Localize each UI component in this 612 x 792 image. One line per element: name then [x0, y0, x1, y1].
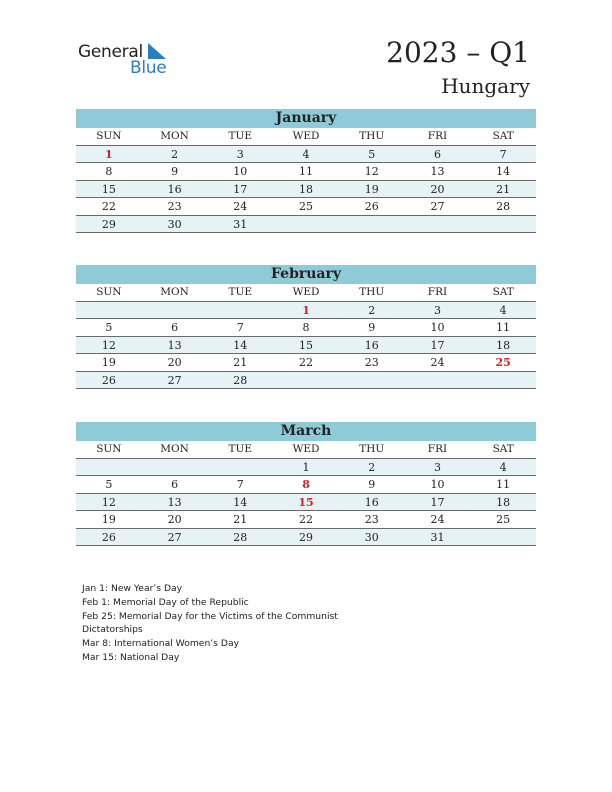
month-march [76, 422, 536, 546]
holiday-notes [82, 582, 362, 665]
weekday-label: SAT [492, 286, 514, 298]
weekday-label: TUE [228, 286, 253, 298]
day-cell: 27 [430, 200, 445, 213]
day-cell: 17 [430, 495, 445, 509]
weekday-label: SAT [492, 443, 514, 455]
day-cell: 31 [233, 217, 248, 231]
week-row [76, 354, 536, 372]
day-cell: 21 [496, 182, 511, 196]
week-row [76, 198, 536, 216]
day-cell: 31 [430, 530, 445, 544]
month-february [76, 265, 536, 389]
day-cell: 27 [167, 373, 182, 387]
day-cell: 16 [364, 338, 379, 352]
week-row [76, 476, 536, 494]
logo-text-general: General [78, 42, 143, 62]
week-row [76, 302, 536, 320]
week-row [76, 337, 536, 355]
day-cell: 8 [302, 321, 310, 334]
day-cell: 10 [430, 478, 445, 491]
day-cell: 11 [496, 478, 511, 491]
day-cell: 12 [101, 338, 116, 352]
week-row [76, 511, 536, 529]
generalblue-logo [78, 40, 178, 80]
day-cell: 5 [105, 478, 113, 491]
day-cell: 5 [368, 147, 376, 161]
day-cell: 17 [430, 338, 445, 352]
day-cell: 24 [430, 513, 445, 526]
day-cell: 30 [167, 217, 182, 231]
weekday-header-row [76, 441, 536, 459]
day-cell: 9 [368, 321, 376, 334]
day-cell: 10 [430, 321, 445, 334]
day-cell: 13 [167, 495, 182, 509]
weekday-label: WED [292, 443, 320, 455]
day-cell: 28 [233, 530, 248, 544]
weekday-label: THU [359, 130, 385, 142]
day-cell: 3 [433, 460, 441, 474]
day-cell: 28 [496, 200, 511, 213]
holiday-note: Mar 8: International Women’s Day [82, 638, 240, 650]
holiday-note: Jan 1: New Year’s Day [82, 583, 183, 594]
day-cell: 20 [430, 182, 445, 196]
week-row [76, 319, 536, 337]
day-cell: 13 [430, 165, 445, 178]
day-cell: 20 [167, 513, 182, 526]
weekday-label: MON [160, 286, 189, 298]
day-cell: 16 [364, 495, 379, 509]
day-cell: 12 [364, 165, 379, 178]
empty-day-cell [405, 216, 471, 233]
empty-day-cell [207, 302, 273, 319]
day-cell: 28 [233, 373, 248, 387]
day-cell: 4 [499, 303, 507, 317]
empty-day-cell [273, 372, 339, 389]
holiday-note: Feb 1: Memorial Day of the Republic [82, 596, 249, 608]
holiday-day-cell: 15 [298, 495, 314, 509]
weekday-label: MON [160, 130, 189, 142]
day-cell: 29 [299, 530, 314, 544]
empty-day-cell [76, 302, 142, 319]
empty-day-cell [339, 372, 405, 389]
day-cell: 14 [496, 165, 511, 178]
day-cell: 19 [364, 182, 379, 196]
holiday-note: Mar 15: National Day [82, 651, 180, 663]
day-cell: 16 [167, 182, 182, 196]
empty-day-cell [76, 459, 142, 476]
day-cell: 22 [299, 356, 314, 369]
weekday-label: THU [359, 443, 385, 455]
day-cell: 9 [368, 478, 376, 491]
holiday-day-cell: 1 [105, 147, 113, 161]
day-cell: 13 [167, 338, 182, 352]
week-row [76, 459, 536, 477]
day-cell: 18 [496, 338, 511, 352]
day-cell: 26 [364, 200, 379, 213]
week-row [76, 494, 536, 512]
weekday-label: SAT [492, 130, 514, 142]
day-cell: 4 [302, 147, 310, 161]
holiday-day-cell: 8 [302, 478, 310, 491]
holiday-day-cell: 25 [495, 356, 511, 369]
weekday-header-row [76, 128, 536, 146]
day-cell: 26 [101, 373, 116, 387]
day-cell: 21 [233, 513, 248, 526]
day-cell: 3 [236, 147, 244, 161]
day-cell: 22 [299, 513, 314, 526]
month-title: March [76, 422, 536, 441]
weekday-label: WED [292, 130, 320, 142]
day-cell: 12 [101, 495, 116, 509]
weekday-label: FRI [427, 286, 448, 298]
weekday-label: FRI [427, 443, 448, 455]
day-cell: 11 [299, 165, 314, 178]
week-row [76, 181, 536, 199]
weekday-label: FRI [427, 130, 448, 142]
day-cell: 11 [496, 321, 511, 334]
day-cell: 19 [101, 356, 116, 369]
day-cell: 10 [233, 165, 248, 178]
week-row [76, 372, 536, 390]
empty-day-cell [470, 372, 536, 389]
month-title: January [76, 109, 536, 128]
day-cell: 22 [101, 200, 116, 213]
weekday-header-row [76, 284, 536, 302]
day-cell: 14 [233, 338, 248, 352]
day-cell: 9 [171, 165, 179, 178]
month-january [76, 109, 536, 233]
day-cell: 25 [496, 513, 511, 526]
day-cell: 24 [233, 200, 248, 213]
day-cell: 25 [299, 200, 314, 213]
weekday-label: MON [160, 443, 189, 455]
day-cell: 23 [364, 356, 379, 369]
empty-day-cell [470, 529, 536, 546]
holiday-note: Feb 25: Memorial Day for the Victims of the Communist Dictatorships [82, 610, 338, 636]
day-cell: 23 [364, 513, 379, 526]
holiday-day-cell: 1 [302, 303, 310, 317]
day-cell: 15 [299, 338, 314, 352]
weekday-label: SUN [96, 286, 122, 298]
day-cell: 23 [167, 200, 182, 213]
day-cell: 21 [233, 356, 248, 369]
weekday-label: SUN [96, 130, 122, 142]
day-cell: 6 [171, 478, 179, 491]
day-cell: 2 [368, 303, 376, 317]
logo-triangle-icon [148, 43, 168, 59]
day-cell: 24 [430, 356, 445, 369]
week-row [76, 163, 536, 181]
day-cell: 4 [499, 460, 507, 474]
empty-day-cell [339, 216, 405, 233]
day-cell: 18 [299, 182, 314, 196]
day-cell: 7 [236, 478, 244, 491]
empty-day-cell [273, 216, 339, 233]
week-row [76, 529, 536, 547]
day-cell: 27 [167, 530, 182, 544]
empty-day-cell [142, 302, 208, 319]
week-row [76, 146, 536, 164]
day-cell: 26 [101, 530, 116, 544]
day-cell: 7 [236, 321, 244, 334]
day-cell: 1 [302, 460, 310, 474]
day-cell: 5 [105, 321, 113, 334]
logo-text-blue: Blue [130, 58, 167, 78]
day-cell: 18 [496, 495, 511, 509]
empty-day-cell [207, 459, 273, 476]
weekday-label: TUE [228, 130, 253, 142]
page-title: 2023 – Q1 [386, 36, 530, 69]
weekday-label: WED [292, 286, 320, 298]
empty-day-cell [405, 372, 471, 389]
day-cell: 15 [101, 182, 116, 196]
day-cell: 17 [233, 182, 248, 196]
day-cell: 14 [233, 495, 248, 509]
empty-day-cell [470, 216, 536, 233]
weekday-label: SUN [96, 443, 122, 455]
day-cell: 7 [499, 147, 507, 161]
weekday-label: TUE [228, 443, 253, 455]
day-cell: 29 [101, 217, 116, 231]
month-title: February [76, 265, 536, 284]
country-name: Hungary [441, 74, 530, 98]
day-cell: 2 [368, 460, 376, 474]
weekday-label: THU [359, 286, 385, 298]
day-cell: 2 [171, 147, 179, 161]
empty-day-cell [142, 459, 208, 476]
week-row [76, 216, 536, 234]
day-cell: 6 [433, 147, 441, 161]
day-cell: 20 [167, 356, 182, 369]
day-cell: 19 [101, 513, 116, 526]
day-cell: 30 [364, 530, 379, 544]
day-cell: 8 [105, 165, 113, 178]
day-cell: 3 [433, 303, 441, 317]
day-cell: 6 [171, 321, 179, 334]
